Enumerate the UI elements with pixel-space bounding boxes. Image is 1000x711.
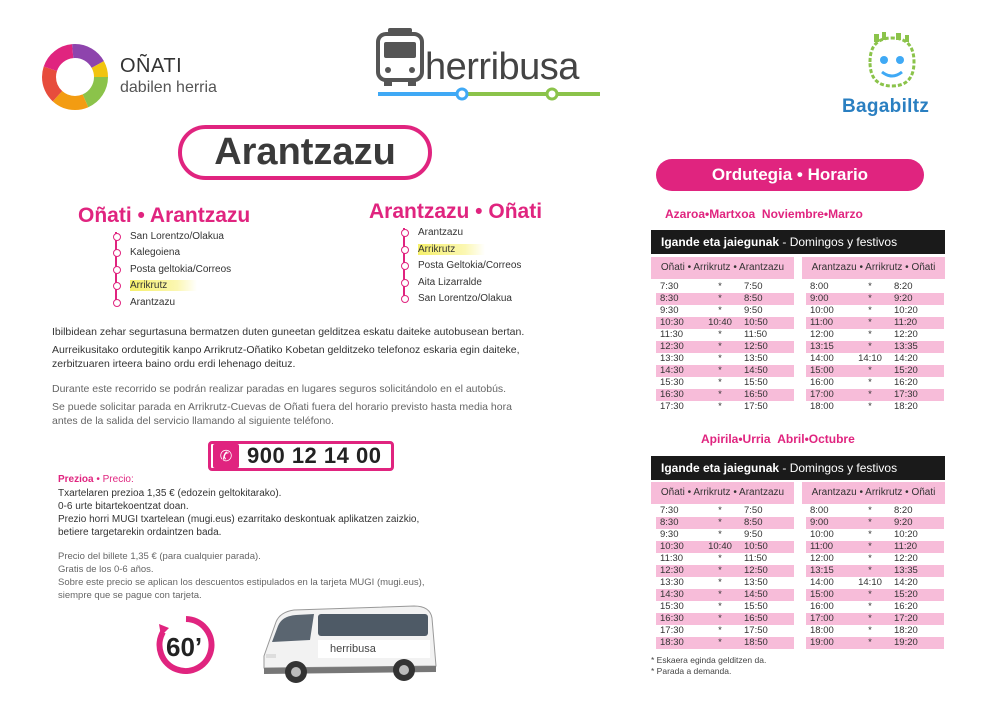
arrival-time: 8:20 xyxy=(894,281,913,292)
timetable-row xyxy=(656,625,794,637)
departure-time: 14:00 xyxy=(810,577,834,588)
stop-time: * xyxy=(868,517,872,528)
departure-time: 14:30 xyxy=(660,365,684,376)
stop-time: * xyxy=(718,365,722,376)
departure-time: 18:00 xyxy=(810,401,834,412)
route-stop: San Lorentzo/Olakua xyxy=(116,229,224,245)
route-stop: Kalegoiena xyxy=(116,245,180,261)
timetable-winter-outbound xyxy=(656,281,794,413)
frequency-label: 60’ xyxy=(166,632,203,662)
stop-time: * xyxy=(718,577,722,588)
departure-time: 14:00 xyxy=(810,353,834,364)
arrival-time: 17:50 xyxy=(744,625,768,636)
departure-time: 11:30 xyxy=(660,553,684,564)
arrival-time: 17:50 xyxy=(744,401,768,412)
arrival-time: 18:20 xyxy=(894,401,918,412)
info-eu-2b: zerbitzuaren irteera baino ordu erdi lehenago deituz. xyxy=(52,358,296,370)
arrival-time: 17:30 xyxy=(894,389,918,400)
departure-time: 12:00 xyxy=(810,329,834,340)
price-es-line: Precio del billete 1,35 € (para cualquier parada). xyxy=(58,551,261,562)
arrival-time: 12:50 xyxy=(744,341,768,352)
schedule-bar: Igande eta jaiegunak - Domingos y festivos xyxy=(651,230,945,254)
arrival-time: 16:20 xyxy=(894,377,918,388)
departure-time: 8:30 xyxy=(660,517,679,528)
arrival-time: 14:20 xyxy=(894,353,918,364)
departure-time: 16:30 xyxy=(660,389,684,400)
departure-time: 17:00 xyxy=(810,613,834,624)
route-stop: Arantzazu xyxy=(116,295,175,311)
arrival-time: 16:20 xyxy=(894,601,918,612)
arrival-time: 12:20 xyxy=(894,553,918,564)
departure-time: 12:30 xyxy=(660,341,684,352)
stop-time: * xyxy=(718,377,722,388)
timetable-row xyxy=(806,517,944,529)
arrival-time: 10:20 xyxy=(894,305,918,316)
arrival-time: 15:50 xyxy=(744,377,768,388)
timetable-row xyxy=(656,317,794,329)
timetable-row xyxy=(656,293,794,305)
timetable-row xyxy=(656,505,794,517)
departure-time: 11:00 xyxy=(810,541,834,552)
arrival-time: 7:50 xyxy=(744,281,763,292)
timetable-row xyxy=(806,589,944,601)
svg-text:herribusa: herribusa xyxy=(330,643,376,655)
departure-time: 16:00 xyxy=(810,377,834,388)
departure-time: 17:00 xyxy=(810,389,834,400)
stop-time: * xyxy=(868,377,872,388)
departure-time: 9:00 xyxy=(810,517,829,528)
timetable-row xyxy=(806,541,944,553)
stop-time: * xyxy=(868,637,872,648)
arrival-time: 10:50 xyxy=(744,317,768,328)
route-stop: Posta geltokia/Correos xyxy=(116,262,231,278)
timetable-row xyxy=(806,389,944,401)
column-header-arantzazu-onati: Arantzazu • Arrikrutz • Oñati xyxy=(802,482,945,504)
route-stop-highlighted: Arrikrutz xyxy=(116,278,197,294)
route-stop: Arantzazu xyxy=(404,225,463,241)
arrival-time: 8:20 xyxy=(894,505,913,516)
route-title-arantzazu-onati: Arantzazu • Oñati xyxy=(369,200,543,223)
arrival-time: 12:50 xyxy=(744,565,768,576)
page-title: Arantzazu xyxy=(178,125,432,180)
arrival-time: 18:20 xyxy=(894,625,918,636)
arrival-time: 11:50 xyxy=(744,329,768,340)
info-es-2a: Se puede solicitar parada en Arrikrutz-Cuevas de Oñati fuera del horario previsto hasta media hora xyxy=(52,401,512,413)
arrival-time: 14:50 xyxy=(744,365,768,376)
timetable-row xyxy=(656,389,794,401)
season-label-summer: Apirila•Urria Abril•Octubre xyxy=(701,432,855,446)
footnote-eu: * Eskaera eginda gelditzen da. xyxy=(651,655,767,665)
season-label-winter: Azaroa•Martxoa Noviembre•Marzo xyxy=(665,207,863,221)
timetable-row xyxy=(806,625,944,637)
arrival-time: 14:50 xyxy=(744,589,768,600)
stop-time: * xyxy=(718,505,722,516)
timetable-row xyxy=(806,365,944,377)
phone-box[interactable] xyxy=(208,441,394,471)
phone-number: 900 12 14 00 xyxy=(247,443,382,468)
price-eu-line: 0-6 urte bitartekoentzat doan. xyxy=(58,501,189,512)
price-es-line: Gratis de los 0-6 años. xyxy=(58,564,154,575)
stop-time: * xyxy=(718,625,722,636)
stop-time: * xyxy=(868,529,872,540)
departure-time: 13:15 xyxy=(810,565,834,576)
onati-logo xyxy=(40,42,110,112)
arrival-time: 13:50 xyxy=(744,353,768,364)
price-eu-line: Prezio horri MUGI txartelean (mugi.eus) ezarritako deskontuak aplikatzen zaizkio, xyxy=(58,514,420,525)
departure-time: 9:00 xyxy=(810,293,829,304)
info-eu-2a: Aurreikusitako ordutegitik kanpo Arrikrutz-Oñatiko Kobetan gelditzeko telefonoz eskaria egin daiteke, xyxy=(52,344,520,356)
timetable-row xyxy=(656,613,794,625)
timetable-row xyxy=(806,553,944,565)
route-stop-highlighted: Arrikrutz xyxy=(404,242,485,258)
stop-time: * xyxy=(868,281,872,292)
arrival-time: 7:50 xyxy=(744,505,763,516)
arrival-time: 14:20 xyxy=(894,577,918,588)
price-eu-line: Txartelaren prezioa 1,35 € (edozein geltokitarako). xyxy=(58,488,282,499)
timetable-row xyxy=(806,281,944,293)
stop-time: * xyxy=(868,625,872,636)
stop-time: * xyxy=(718,329,722,340)
stop-time: * xyxy=(868,589,872,600)
timetable-row xyxy=(656,589,794,601)
arrival-time: 18:50 xyxy=(744,637,768,648)
stop-time: * xyxy=(718,353,722,364)
stop-time: * xyxy=(868,565,872,576)
departure-time: 8:00 xyxy=(810,281,829,292)
timetable-winter-return xyxy=(806,281,944,413)
timetable-row xyxy=(656,341,794,353)
timetable-row xyxy=(656,529,794,541)
stop-time: * xyxy=(868,329,872,340)
departure-time: 10:30 xyxy=(660,317,684,328)
stop-time: * xyxy=(718,401,722,412)
timetable-row xyxy=(806,637,944,649)
departure-time: 16:30 xyxy=(660,613,684,624)
departure-time: 13:30 xyxy=(660,353,684,364)
arrival-time: 13:35 xyxy=(894,341,918,352)
bagabiltz-logo-text: Bagabiltz xyxy=(842,96,930,117)
stop-time: * xyxy=(718,601,722,612)
departure-time: 17:30 xyxy=(660,625,684,636)
timetable-row xyxy=(806,613,944,625)
stop-time: * xyxy=(718,565,722,576)
stop-time: * xyxy=(868,365,872,376)
timetable-row xyxy=(806,293,944,305)
stop-time: * xyxy=(868,541,872,552)
arrival-time: 15:50 xyxy=(744,601,768,612)
schedule-heading: Ordutegia • Horario xyxy=(656,159,924,191)
timetable-row xyxy=(806,529,944,541)
stop-time: * xyxy=(868,317,872,328)
timetable-row xyxy=(806,329,944,341)
departure-time: 15:30 xyxy=(660,377,684,388)
stop-time: * xyxy=(718,517,722,528)
route-stop: San Lorentzo/Olakua xyxy=(404,291,512,307)
onati-logo-name: OÑATI xyxy=(120,55,183,77)
timetable-row xyxy=(656,353,794,365)
timetable-row xyxy=(656,637,794,649)
timetable-row xyxy=(656,401,794,413)
route-stop: Posta Geltokia/Correos xyxy=(404,258,521,274)
departure-time: 8:00 xyxy=(810,505,829,516)
arrival-time: 9:50 xyxy=(744,529,763,540)
timetable-summer-outbound xyxy=(656,505,794,649)
timetable-summer-return xyxy=(806,505,944,649)
timetable-row xyxy=(806,341,944,353)
departure-time: 10:00 xyxy=(810,529,834,540)
stop-time: * xyxy=(868,389,872,400)
info-eu-1: Ibilbidean zehar segurtasuna bermatzen duten guneetan gelditzea eskatu daiteke autobusean bertan. xyxy=(52,326,525,338)
stop-time: 14:10 xyxy=(858,353,882,364)
stop-time: * xyxy=(868,601,872,612)
stop-time: * xyxy=(718,281,722,292)
timetable-row xyxy=(806,401,944,413)
timetable-row xyxy=(656,541,794,553)
stop-time: * xyxy=(718,613,722,624)
stop-time: * xyxy=(718,529,722,540)
stop-time: * xyxy=(718,637,722,648)
arrival-time: 19:20 xyxy=(894,637,918,648)
departure-time: 11:00 xyxy=(810,317,834,328)
stop-time: * xyxy=(868,613,872,624)
departure-time: 7:30 xyxy=(660,505,679,516)
price-es-line: Sobre este precio se aplican los descuentos estipulados en la tarjeta MUGI (mugi.eus), xyxy=(58,577,425,588)
stop-time: * xyxy=(868,305,872,316)
stop-time: * xyxy=(718,589,722,600)
timetable-row xyxy=(656,601,794,613)
departure-time: 16:00 xyxy=(810,601,834,612)
timetable-row xyxy=(656,565,794,577)
onati-logo-tagline: dabilen herria xyxy=(120,79,217,96)
herribusa-logo-text: herribusa xyxy=(425,46,579,88)
timetable-row xyxy=(656,553,794,565)
stop-time: * xyxy=(718,293,722,304)
departure-time: 9:30 xyxy=(660,305,679,316)
stop-time: * xyxy=(868,505,872,516)
departure-time: 13:30 xyxy=(660,577,684,588)
departure-time: 15:00 xyxy=(810,365,834,376)
arrival-time: 13:50 xyxy=(744,577,768,588)
price-eu-line: betiere targetarekin ordaintzen bada. xyxy=(58,527,222,538)
column-header-onati-arantzazu: Oñati • Arrikrutz • Arantzazu xyxy=(651,482,794,504)
departure-time: 13:15 xyxy=(810,341,834,352)
timetable-row xyxy=(806,305,944,317)
column-header-onati-arantzazu: Oñati • Arrikrutz • Arantzazu xyxy=(651,257,794,279)
departure-time: 9:30 xyxy=(660,529,679,540)
departure-time: 14:30 xyxy=(660,589,684,600)
arrival-time: 9:50 xyxy=(744,305,763,316)
arrival-time: 15:20 xyxy=(894,589,918,600)
column-header-arantzazu-onati: Arantzazu • Arrikrutz • Oñati xyxy=(802,257,945,279)
departure-time: 15:00 xyxy=(810,589,834,600)
departure-time: 18:00 xyxy=(810,625,834,636)
phone-icon: ✆ xyxy=(213,444,239,468)
arrival-time: 13:35 xyxy=(894,565,918,576)
timetable-row xyxy=(806,565,944,577)
timetable-row xyxy=(806,505,944,517)
route-stop: Aita Lizarralde xyxy=(404,275,482,291)
timetable-row xyxy=(806,377,944,389)
arrival-time: 16:50 xyxy=(744,613,768,624)
arrival-time: 11:50 xyxy=(744,553,768,564)
departure-time: 11:30 xyxy=(660,329,684,340)
timetable-row xyxy=(656,329,794,341)
stop-time: * xyxy=(868,341,872,352)
stop-time: 10:40 xyxy=(708,317,732,328)
timetable-row xyxy=(806,353,944,365)
departure-time: 17:30 xyxy=(660,401,684,412)
departure-time: 18:30 xyxy=(660,637,684,648)
bagabiltz-logo xyxy=(862,32,922,90)
arrival-time: 10:50 xyxy=(744,541,768,552)
departure-time: 8:30 xyxy=(660,293,679,304)
departure-time: 12:00 xyxy=(810,553,834,564)
departure-time: 19:00 xyxy=(810,637,834,648)
timetable-row xyxy=(656,517,794,529)
timetable-row xyxy=(806,601,944,613)
departure-time: 12:30 xyxy=(660,565,684,576)
stop-time: * xyxy=(868,293,872,304)
footnote-es: * Parada a demanda. xyxy=(651,666,732,676)
stop-time: 10:40 xyxy=(708,541,732,552)
timetable-row xyxy=(656,377,794,389)
timetable-row xyxy=(656,577,794,589)
departure-time: 10:00 xyxy=(810,305,834,316)
arrival-time: 9:20 xyxy=(894,293,913,304)
arrival-time: 17:20 xyxy=(894,613,918,624)
arrival-time: 8:50 xyxy=(744,517,763,528)
timetable-row xyxy=(806,317,944,329)
timetable-row xyxy=(806,577,944,589)
price-heading: Prezioa • Precio: xyxy=(58,474,134,485)
info-es-2b: antes de la salida del servicio llamando al siguiente teléfono. xyxy=(52,415,334,427)
minibus-image xyxy=(254,596,440,688)
arrival-time: 11:20 xyxy=(894,541,918,552)
departure-time: 10:30 xyxy=(660,541,684,552)
arrival-time: 10:20 xyxy=(894,529,918,540)
arrival-time: 11:20 xyxy=(894,317,918,328)
price-es-line: siempre que se pague con tarjeta. xyxy=(58,590,202,601)
stop-time: * xyxy=(718,305,722,316)
stop-time: * xyxy=(718,553,722,564)
timetable-row xyxy=(656,365,794,377)
stop-time: * xyxy=(718,389,722,400)
stop-time: 14:10 xyxy=(858,577,882,588)
stop-time: * xyxy=(868,553,872,564)
arrival-time: 15:20 xyxy=(894,365,918,376)
route-title-onati-arantzazu: Oñati • Arantzazu xyxy=(78,204,251,227)
arrival-time: 12:20 xyxy=(894,329,918,340)
timetable-row xyxy=(656,305,794,317)
stop-time: * xyxy=(718,341,722,352)
stop-time: * xyxy=(868,401,872,412)
departure-time: 7:30 xyxy=(660,281,679,292)
arrival-time: 9:20 xyxy=(894,517,913,528)
arrival-time: 8:50 xyxy=(744,293,763,304)
timetable-row xyxy=(656,281,794,293)
arrival-time: 16:50 xyxy=(744,389,768,400)
info-es-1: Durante este recorrido se podrán realizar paradas en lugares seguros solicitándolo en el autobús. xyxy=(52,383,507,395)
schedule-bar: Igande eta jaiegunak - Domingos y festivos xyxy=(651,456,945,480)
departure-time: 15:30 xyxy=(660,601,684,612)
